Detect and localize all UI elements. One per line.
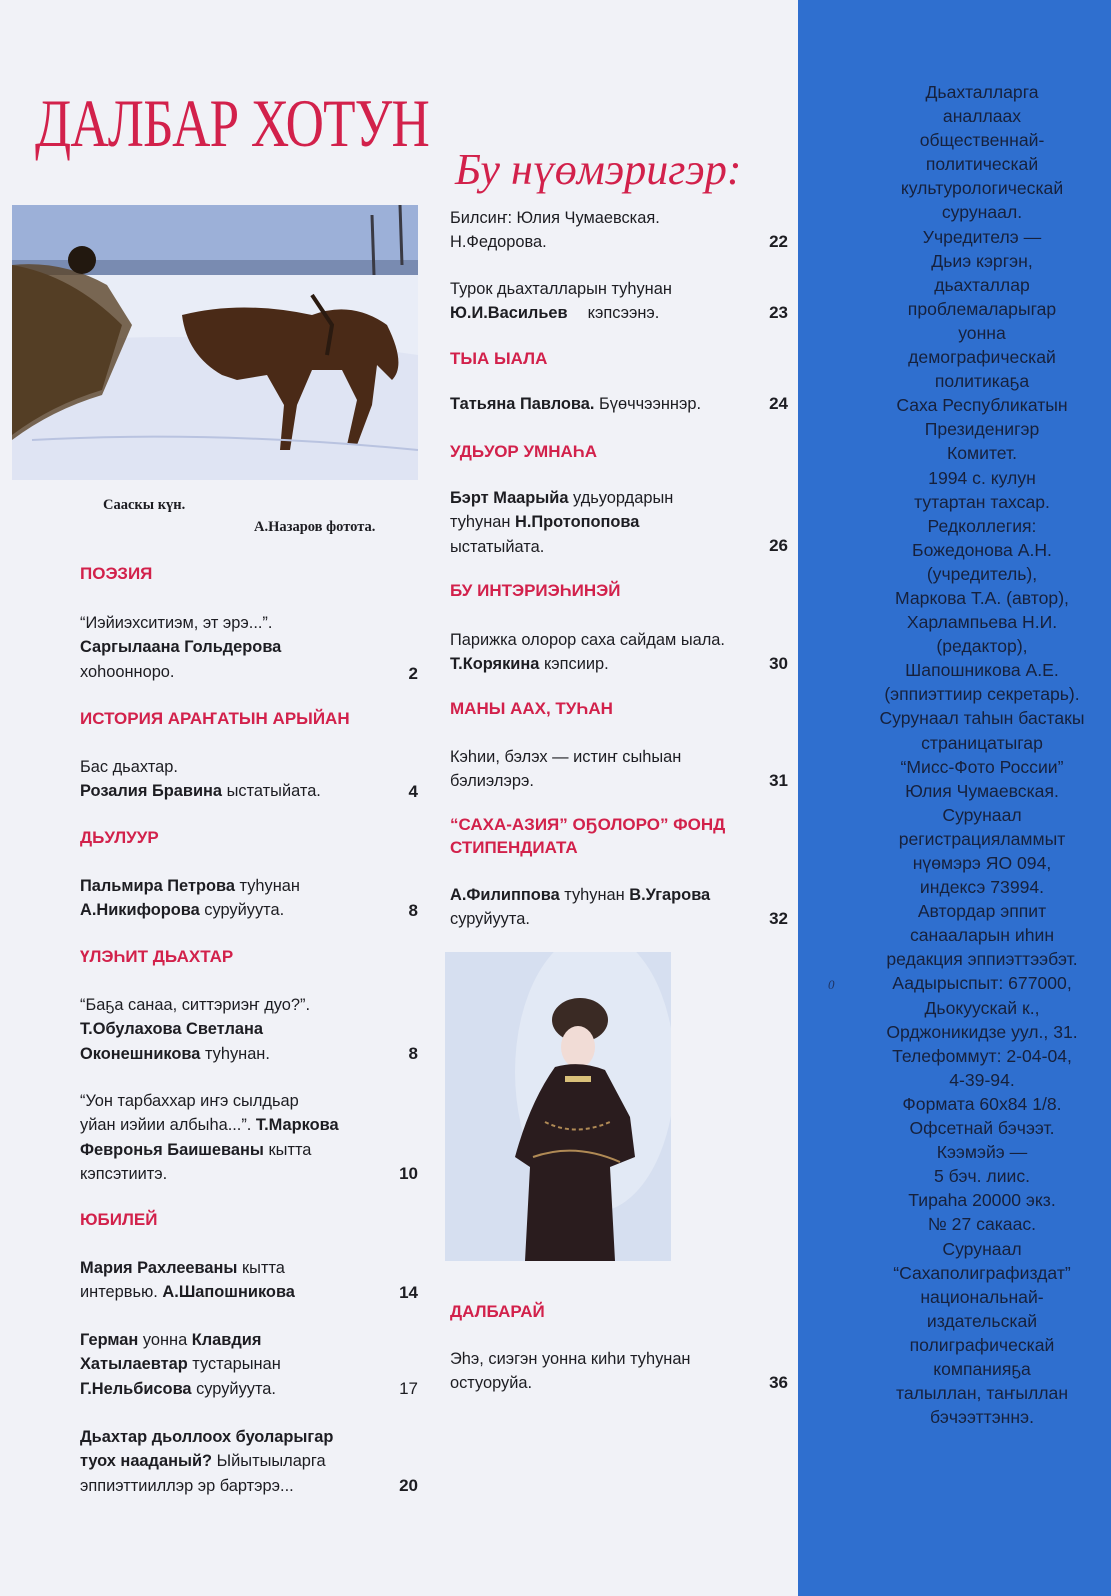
imprint-line: (редактор), xyxy=(936,636,1028,657)
imprint-line: культурологическай xyxy=(900,178,1064,199)
toc-entry-jubilee-1: Мария Рахлееваны кытта интервью. А.Шапошникова xyxy=(80,1259,295,1302)
section-heading-ulehit: ҮЛЭҺИТ ДЬАХТАР xyxy=(80,947,234,966)
magazine-title: ДАЛБАР ХОТУН xyxy=(35,85,430,161)
page-number: 22 xyxy=(769,232,788,251)
toc-entry-internet: Парижка олорор саха сайдам ыала. Т.Корякина кэпсиир. xyxy=(450,631,725,674)
page-number: 2 xyxy=(408,664,418,683)
page-number: 24 xyxy=(769,394,788,413)
page-number: 36 xyxy=(769,1373,788,1392)
toc-entry-ulehit-1: “Баҕа санаа, ситтэриэҥ дуо?”. Т.Обулахова Светлана Оконешникова туһунан. xyxy=(80,996,311,1063)
imprint-line: (учредитель), xyxy=(926,563,1038,584)
section-heading-jubilee: ЮБИЛЕЙ xyxy=(80,1210,158,1229)
horse-sled-photo xyxy=(12,205,418,480)
imprint-line: нүөмэрэ ЯО 094, xyxy=(912,853,1052,873)
imprint-line: издательскай xyxy=(926,1310,1038,1331)
section-heading-tyya: ТЫА ЫАЛА xyxy=(450,349,548,368)
toc-entry-udyuor: Бэрт Маарыйа удьуордарын туһунан Н.Протопопова ыстатыйата. xyxy=(450,489,674,556)
imprint-line: Сурунаал xyxy=(942,1238,1022,1259)
imprint-line: страницатыгар xyxy=(921,732,1043,753)
imprint-line: редакция эппиэттээбэт. xyxy=(886,949,1078,970)
imprint-line: Орджоникидзе уул., 31. xyxy=(886,1021,1078,1042)
imprint-line: компанияҕа xyxy=(933,1358,1031,1379)
toc-entry-history: Бас дьахтар. Розалия Бравина ыстатыйата. xyxy=(80,758,321,801)
issue-heading: Бу нүөмэригэр: xyxy=(455,145,742,194)
imprint-line: Дьиэ кэргэн, xyxy=(931,250,1033,271)
imprint-line: Президенигэр xyxy=(924,419,1040,440)
section-heading-history: ИСТОРИЯ АРАҤАТЫН АРЫЙАН xyxy=(80,709,350,728)
imprint-line: бэчээттэннэ. xyxy=(930,1407,1034,1428)
page-number: 4 xyxy=(408,782,418,801)
imprint-line: Дьокуускай к., xyxy=(924,997,1040,1018)
imprint-line: индексэ 73994. xyxy=(919,877,1045,898)
page-number: 8 xyxy=(408,901,418,920)
imprint-line: политикаҕа xyxy=(934,371,1030,392)
imprint-line: уонна xyxy=(958,322,1006,343)
imprint-line: Кээмэйэ — xyxy=(936,1142,1028,1163)
imprint-line: Автордар эппит xyxy=(917,901,1047,922)
toc-entry-bilsing: Билсиҥ: Юлия Чумаевская. Н.Федорова. xyxy=(450,209,660,252)
imprint-line: проблемаларыгар xyxy=(907,298,1057,319)
imprint-line: Саха Республикатын xyxy=(896,395,1068,416)
page-number: 20 xyxy=(399,1476,418,1495)
imprint-line: Сурунаал таһын бастакы xyxy=(879,708,1085,729)
imprint-line: аналлаах xyxy=(942,106,1022,127)
imprint-block xyxy=(862,80,1102,1429)
imprint-line: Аадырыспыт: 677000, xyxy=(892,973,1072,994)
imprint-line: регистрацияламмыт xyxy=(898,828,1066,849)
imprint-line: (эппиэттиир секретарь). xyxy=(884,684,1080,705)
stray-mark: 0 xyxy=(828,977,835,992)
imprint-line: Харлампьева Н.И. xyxy=(906,612,1058,633)
page-number: 32 xyxy=(769,909,788,928)
imprint-line: 4-39-94. xyxy=(949,1069,1015,1090)
imprint-line: общественнай- xyxy=(919,130,1045,151)
section-heading-many: МАНЫ ААХ, ТУҺАН xyxy=(450,699,613,718)
section-heading-fond: “САХА-АЗИЯ” ОҔОЛОРО” ФОНД СТИПЕНДИАТА xyxy=(450,815,726,857)
imprint-line: Тираһа 20000 экз. xyxy=(908,1190,1056,1211)
toc-entry-jubilee-3: Дьахтар дьоллоох буоларыгар туох нааданый? Ыйытыыларга эппиэттииллэр эр бартэрэ... xyxy=(80,1428,334,1495)
imprint-line: национальнай- xyxy=(920,1286,1044,1307)
imprint-line: Дьахталларга xyxy=(925,82,1039,102)
toc-entry-many: Кэһии, бэлэх — истиҥ сыһыан бэлиэлэрэ. xyxy=(450,748,682,791)
page-number: 23 xyxy=(769,303,788,322)
imprint-line: талыллан, таҥыллан xyxy=(895,1383,1069,1404)
page-number: 10 xyxy=(399,1164,418,1183)
section-heading-internet: БУ ИНТЭРИЭҺИНЭЙ xyxy=(450,581,621,600)
imprint-line: демографическай xyxy=(908,347,1056,368)
imprint-line: Маркова Т.А. (автор), xyxy=(895,587,1069,608)
photo-caption-title: Сааскы күн. xyxy=(103,497,186,513)
imprint-line: дьахталлар xyxy=(934,274,1030,295)
section-heading-udyuor: УДЬУОР УМНАҺА xyxy=(450,442,597,461)
toc-entry-turok: Турок дьахталларын туһунан Ю.И.Васильев кэпсээнэ. xyxy=(450,280,672,323)
imprint-line: сурунаал. xyxy=(941,202,1023,223)
imprint-line: Учредителэ — xyxy=(922,226,1042,247)
imprint-line: политическай xyxy=(925,154,1039,175)
photo-caption-credit: А.Назаров фотота. xyxy=(254,519,376,535)
woman-portrait-photo xyxy=(445,952,671,1261)
imprint-line: № 27 сакаас. xyxy=(927,1214,1037,1235)
toc-entry-jubilee-2: Герман уонна Клавдия Хатылаевтар тустарынан Г.Нельбисова суруйуута. xyxy=(80,1331,281,1398)
page-number: 14 xyxy=(399,1283,418,1302)
imprint-line: “Мисс-Фото России” xyxy=(900,756,1064,777)
imprint-line: Комитет. xyxy=(946,443,1017,464)
page-number: 8 xyxy=(408,1044,418,1063)
imprint-line: 5 бэч. лиис. xyxy=(933,1166,1031,1187)
imprint-line: 1994 с. кулун xyxy=(928,467,1036,488)
section-heading-dalbaray: ДАЛБАРАЙ xyxy=(450,1302,545,1321)
section-heading-dyuluur: ДЬУЛУУР xyxy=(80,828,159,847)
toc-entry-dyuluur: Пальмира Петрова туһунан А.Никифорова суруйуута. xyxy=(80,877,300,920)
imprint-line: Офсетнай бэчээт. xyxy=(909,1118,1055,1139)
page-number: 26 xyxy=(769,536,788,555)
imprint-line: Божедонова А.Н. xyxy=(912,539,1052,560)
imprint-line: Сурунаал xyxy=(942,804,1022,825)
imprint-line: санааларын иһин xyxy=(909,925,1055,946)
page-number: 31 xyxy=(769,771,788,790)
imprint-line: Юлия Чумаевская. xyxy=(905,780,1059,801)
page-number: 30 xyxy=(769,654,788,673)
page-number: 17 xyxy=(399,1379,418,1398)
toc-entry-ulehit-2: “Уон тарбаххар иҥэ сылдьар уйан иэйии албыһа...”. Т.Маркова Февронья Баишеваны кытта кэпсэтиитэ. xyxy=(80,1092,339,1183)
section-heading-poetry: ПОЭЗИЯ xyxy=(80,564,153,583)
imprint-line: тутартан тахсар. xyxy=(914,491,1050,512)
imprint-line: Шапошникова А.Е. xyxy=(905,660,1059,681)
toc-entry-dalbaray: Эһэ, сиэгэн уонна киһи туһунан остуоруйа. xyxy=(450,1350,691,1393)
imprint-line: полиграфическай xyxy=(909,1334,1055,1355)
imprint-line: “Сахаполиграфиздат” xyxy=(893,1262,1071,1283)
imprint-line: Редколлегия: xyxy=(927,515,1037,536)
imprint-line: Телефоммут: 2-04-04, xyxy=(892,1045,1072,1066)
toc-entry-tyya: Татьяна Павлова. Бүөччээннэр. xyxy=(450,395,702,413)
imprint-line: Формата 60x84 1/8. xyxy=(902,1093,1062,1114)
toc-entry-poetry: “Иэйиэхситиэм, эт эрэ...”. Саргылаана Гольдерова хоһооннoро. xyxy=(80,614,282,681)
toc-entry-fond: А.Филиппова туһунан В.Угарова суруйуута. xyxy=(450,886,711,929)
